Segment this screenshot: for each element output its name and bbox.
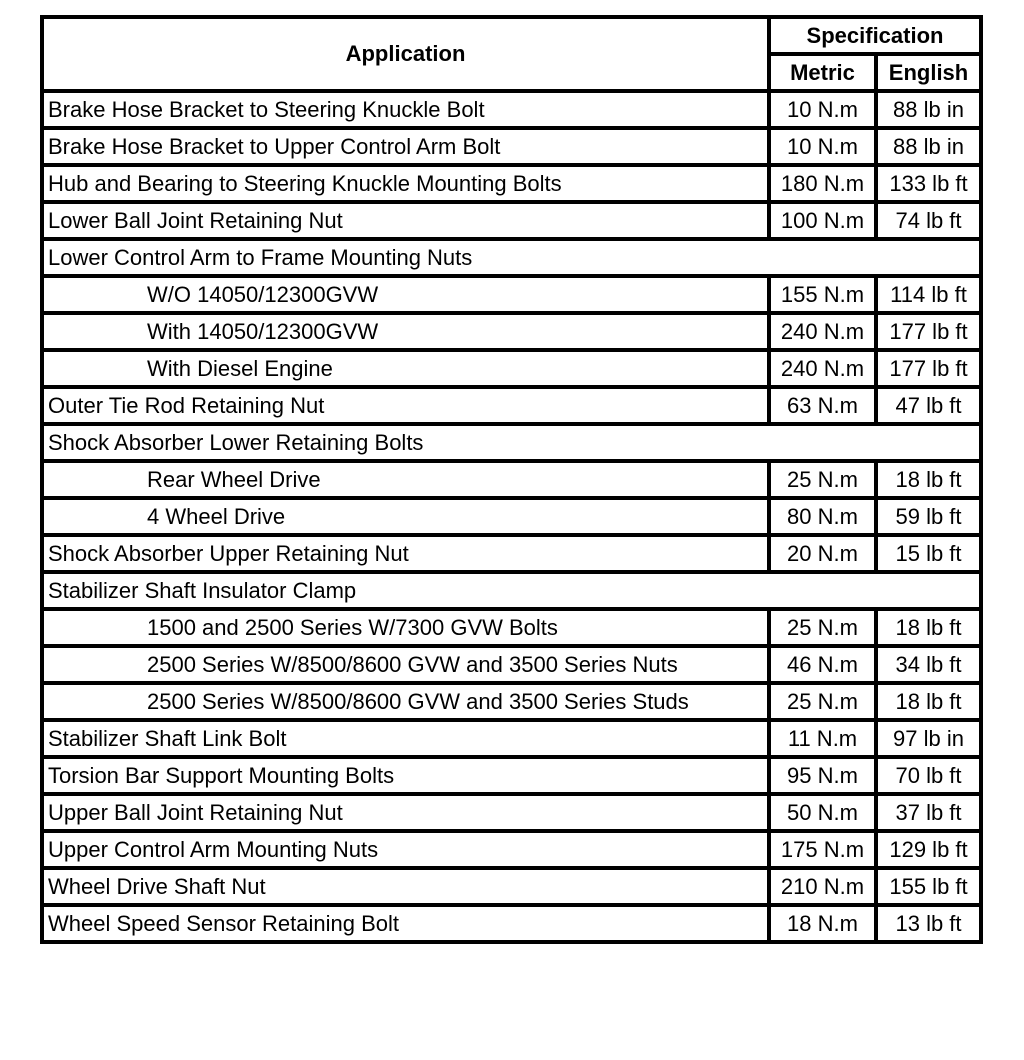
metric-cell: 18 N.m <box>769 905 876 942</box>
english-cell: 97 lb in <box>876 720 981 757</box>
table-row <box>42 683 981 720</box>
english-cell: 18 lb ft <box>876 461 981 498</box>
header-row-top <box>42 17 981 54</box>
table-row <box>42 609 981 646</box>
english-cell: 15 lb ft <box>876 535 981 572</box>
table-row <box>42 831 981 868</box>
table-row <box>42 387 981 424</box>
application-cell: Hub and Bearing to Steering Knuckle Mounting Bolts <box>42 165 769 202</box>
application-cell: 4 Wheel Drive <box>42 498 769 535</box>
english-cell: 59 lb ft <box>876 498 981 535</box>
application-cell: Stabilizer Shaft Link Bolt <box>42 720 769 757</box>
metric-cell: 95 N.m <box>769 757 876 794</box>
application-cell: Brake Hose Bracket to Upper Control Arm Bolt <box>42 128 769 165</box>
table-row <box>42 91 981 128</box>
application-cell: Torsion Bar Support Mounting Bolts <box>42 757 769 794</box>
application-cell: Wheel Speed Sensor Retaining Bolt <box>42 905 769 942</box>
group-heading: Lower Control Arm to Frame Mounting Nuts <box>42 239 981 276</box>
application-cell: 2500 Series W/8500/8600 GVW and 3500 Series Nuts <box>42 646 769 683</box>
metric-cell: 25 N.m <box>769 461 876 498</box>
metric-cell: 46 N.m <box>769 646 876 683</box>
english-cell: 18 lb ft <box>876 683 981 720</box>
application-cell: Upper Ball Joint Retaining Nut <box>42 794 769 831</box>
metric-cell: 25 N.m <box>769 609 876 646</box>
header-specification: Specification <box>769 17 981 54</box>
application-cell: With Diesel Engine <box>42 350 769 387</box>
metric-cell: 175 N.m <box>769 831 876 868</box>
table-row <box>42 350 981 387</box>
application-cell: Upper Control Arm Mounting Nuts <box>42 831 769 868</box>
english-cell: 74 lb ft <box>876 202 981 239</box>
application-cell: Outer Tie Rod Retaining Nut <box>42 387 769 424</box>
table-row <box>42 720 981 757</box>
table-row <box>42 757 981 794</box>
application-cell: Brake Hose Bracket to Steering Knuckle Bolt <box>42 91 769 128</box>
table-group-row <box>42 239 981 276</box>
application-cell: 2500 Series W/8500/8600 GVW and 3500 Series Studs <box>42 683 769 720</box>
table-row <box>42 461 981 498</box>
metric-cell: 240 N.m <box>769 313 876 350</box>
table-row <box>42 202 981 239</box>
metric-cell: 240 N.m <box>769 350 876 387</box>
metric-cell: 20 N.m <box>769 535 876 572</box>
table-row <box>42 128 981 165</box>
english-cell: 88 lb in <box>876 128 981 165</box>
metric-cell: 25 N.m <box>769 683 876 720</box>
metric-cell: 180 N.m <box>769 165 876 202</box>
english-cell: 177 lb ft <box>876 313 981 350</box>
table-row <box>42 794 981 831</box>
table-group-row <box>42 424 981 461</box>
english-cell: 34 lb ft <box>876 646 981 683</box>
application-cell: Shock Absorber Upper Retaining Nut <box>42 535 769 572</box>
english-cell: 47 lb ft <box>876 387 981 424</box>
header-english: English <box>876 54 981 91</box>
header-metric: Metric <box>769 54 876 91</box>
table-row <box>42 165 981 202</box>
metric-cell: 50 N.m <box>769 794 876 831</box>
metric-cell: 100 N.m <box>769 202 876 239</box>
metric-cell: 210 N.m <box>769 868 876 905</box>
torque-spec-table <box>40 15 983 944</box>
group-heading: Stabilizer Shaft Insulator Clamp <box>42 572 981 609</box>
english-cell: 177 lb ft <box>876 350 981 387</box>
metric-cell: 155 N.m <box>769 276 876 313</box>
english-cell: 114 lb ft <box>876 276 981 313</box>
metric-cell: 10 N.m <box>769 91 876 128</box>
metric-cell: 63 N.m <box>769 387 876 424</box>
table-row <box>42 868 981 905</box>
english-cell: 88 lb in <box>876 91 981 128</box>
table-row <box>42 276 981 313</box>
table-row <box>42 905 981 942</box>
application-cell: 1500 and 2500 Series W/7300 GVW Bolts <box>42 609 769 646</box>
english-cell: 37 lb ft <box>876 794 981 831</box>
metric-cell: 10 N.m <box>769 128 876 165</box>
table-row <box>42 313 981 350</box>
header-application: Application <box>42 17 769 91</box>
table-row <box>42 498 981 535</box>
table-row <box>42 535 981 572</box>
english-cell: 70 lb ft <box>876 757 981 794</box>
english-cell: 18 lb ft <box>876 609 981 646</box>
english-cell: 133 lb ft <box>876 165 981 202</box>
application-cell: W/O 14050/12300GVW <box>42 276 769 313</box>
table-header <box>42 17 981 91</box>
application-cell: Rear Wheel Drive <box>42 461 769 498</box>
english-cell: 155 lb ft <box>876 868 981 905</box>
table-row <box>42 646 981 683</box>
english-cell: 13 lb ft <box>876 905 981 942</box>
english-cell: 129 lb ft <box>876 831 981 868</box>
table-body <box>42 91 981 942</box>
metric-cell: 11 N.m <box>769 720 876 757</box>
application-cell: Wheel Drive Shaft Nut <box>42 868 769 905</box>
group-heading: Shock Absorber Lower Retaining Bolts <box>42 424 981 461</box>
application-cell: With 14050/12300GVW <box>42 313 769 350</box>
application-cell: Lower Ball Joint Retaining Nut <box>42 202 769 239</box>
table-group-row <box>42 572 981 609</box>
metric-cell: 80 N.m <box>769 498 876 535</box>
